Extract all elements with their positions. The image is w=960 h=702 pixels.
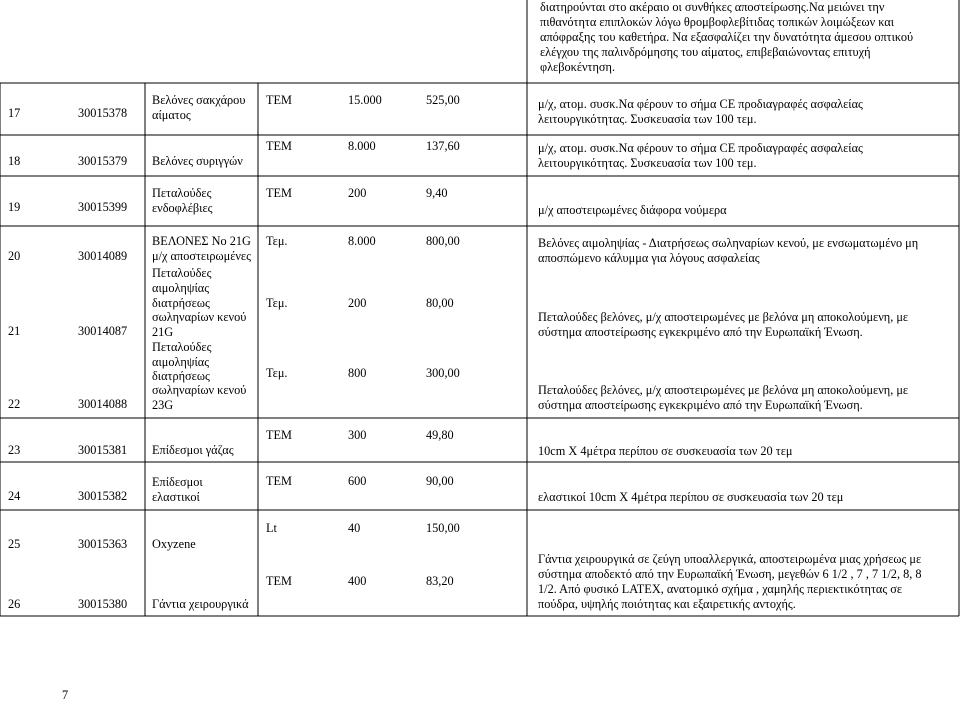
row-21-number: 21 [8,324,21,338]
row-20-quantity: 8.000 [348,234,376,248]
row-22-spec-line-2: σύστημα αποστείρωσης εγκεκριμένο από την Ευρωπαϊκή Ένωση. [538,398,863,412]
row-24-value: 90,00 [426,474,454,488]
row-19-spec-line-1: μ/χ αποστειρωμένες διάφορα νούμερα [538,203,727,217]
row-23-name-line-1: Επίδεσμοι γάζας [152,443,234,457]
row-17-number: 17 [8,106,21,120]
row-17-spec-line-1: μ/χ, ατομ. συσκ.Να φέρουν το σήμα CE προδιαγραφές ασφαλείας [538,97,863,111]
row-19-number: 19 [8,200,21,214]
row-20-unit: Τεμ. [266,234,288,248]
row-23-code: 30015381 [78,443,128,457]
row-24-code: 30015382 [78,489,128,503]
row-17-code: 30015378 [78,106,128,120]
row-19-value: 9,40 [426,186,448,200]
row-23-unit: ΤΕΜ [266,428,292,442]
row-18-number: 18 [8,154,21,168]
row-26-spec-line-1: Γάντια χειρουργικά σε ζεύγη υποαλλεργικά, αποστειρωμένα μιας χρήσεως με [538,552,922,566]
row-26-spec-line-4: πούδρα, υψηλής ποιότητας και εξαιρετικής αντοχής. [538,597,796,611]
row-20-spec-line-1: Βελόνες αιμοληψίας - Διατρήσεως σωληναρίων κενού, με ενσωματωμένο μη [538,236,919,250]
row-26-quantity: 400 [348,574,367,588]
row-26-value: 83,20 [426,574,454,588]
row-22-name-line-4: σωληναρίων κενού [152,383,247,397]
row-18-code: 30015379 [78,154,128,168]
top-note-line-1: διατηρούνται στο ακέραιο οι συνθήκες αποστείρωσης.Να μειώνει την [540,0,885,14]
row-26-name-line-1: Γάντια χειρουργικά [152,597,249,611]
row-17-unit: ΤΕΜ [266,93,292,107]
row-23-number: 23 [8,443,21,457]
row-24-number: 24 [8,489,21,503]
row-26-spec-line-3: 1/2. Από φυσικό LATEX, ανατομικό σχήμα , χαμηλής περιεκτικότητας σε [538,582,903,596]
row-25-name-line-1: Oxyzene [152,537,196,551]
row-22-number: 22 [8,397,21,411]
row-21-quantity: 200 [348,296,367,310]
row-19-name-line-2: ενδοφλέβιες [152,201,213,215]
top-note-line-4: ελέγχου της παλινδρόμησης του αίματος, επιβεβαιώνοντας επιτυχή [540,45,871,59]
row-20-value: 800,00 [426,234,460,248]
row-21-name-line-4: σωληναρίων κενού [152,310,247,324]
row-24-unit: ΤΕΜ [266,474,292,488]
row-20-spec-line-2: αποσπώμενο κάλυμμα για λόγους ασφαλείας [538,251,760,265]
row-24-spec-line-1: ελαστικοί 10cm X 4μέτρα περίπου σε συσκευασία των 20 τεμ [538,490,844,504]
row-17-value: 525,00 [426,93,460,107]
row-22-value: 300,00 [426,366,460,380]
row-19-name-line-1: Πεταλούδες [152,186,212,200]
row-20-name-line-2: μ/χ αποστειρωμένες [152,249,251,263]
row-24-quantity: 600 [348,474,367,488]
row-25-value: 150,00 [426,521,460,535]
row-21-name-line-5: 21G [152,325,174,339]
row-17-spec-line-2: λειτουργικότητας. Συσκευασία των 100 τεμ. [538,112,757,126]
row-23-spec-line-1: 10cm X 4μέτρα περίπου σε συσκευασία των 20 τεμ [538,444,793,458]
row-21-spec-line-2: σύστημα αποστείρωσης εγκεκριμένο από την Ευρωπαϊκή Ένωση. [538,325,863,339]
row-26-unit: ΤΕΜ [266,574,292,588]
row-21-spec-line-1: Πεταλούδες βελόνες, μ/χ αποστειρωμένες με βελόνα μη αποκολούμενη, με [538,310,909,324]
row-20-code: 30014089 [78,249,128,263]
top-note-line-3: απόφραξης του καθετήρα. Να εξασφαλίζει την δυνατότητα άμεσου οπτικού [540,30,914,44]
row-22-name-line-5: 23G [152,398,174,412]
row-24-name-line-1: Επίδεσμοι [152,475,203,489]
row-17-name-line-2: αίματος [152,108,191,122]
row-22-unit: Τεμ. [266,366,288,380]
row-17-quantity: 15.000 [348,93,382,107]
row-18-quantity: 8.000 [348,139,376,153]
row-17-name-line-1: Βελόνες σακχάρου [152,93,246,107]
page-number: 7 [62,688,69,702]
row-26-code: 30015380 [78,597,128,611]
row-25-unit: Lt [266,521,277,535]
row-19-quantity: 200 [348,186,367,200]
row-25-quantity: 40 [348,521,361,535]
row-21-name-line-2: αιμοληψίας [152,281,210,295]
row-26-number: 26 [8,597,21,611]
row-18-name-line-1: Βελόνες συριγγών [152,154,243,168]
row-21-name-line-1: Πεταλούδες [152,266,212,280]
row-25-code: 30015363 [78,537,128,551]
row-19-code: 30015399 [78,200,128,214]
row-18-unit: ΤΕΜ [266,139,292,153]
row-22-spec-line-1: Πεταλούδες βελόνες, μ/χ αποστειρωμένες με βελόνα μη αποκολούμενη, με [538,383,909,397]
row-23-value: 49,80 [426,428,454,442]
row-18-value: 137,60 [426,139,460,153]
row-24-name-line-2: ελαστικοί [152,490,200,504]
row-21-value: 80,00 [426,296,454,310]
row-22-name-line-2: αιμοληψίας [152,355,210,369]
row-22-name-line-3: διατρήσεως [152,369,210,383]
row-20-name-line-1: ΒΕΛΟΝΕΣ Νο 21G [152,234,251,248]
row-18-spec-line-2: λειτουργικότητας. Συσκευασία των 100 τεμ. [538,156,757,170]
top-note-line-5: φλεβοκέντηση. [540,60,616,74]
row-21-code: 30014087 [78,324,128,338]
row-18-spec-line-1: μ/χ, ατομ. συσκ.Να φέρουν το σήμα CE προδιαγραφές ασφαλείας [538,141,863,155]
row-22-code: 30014088 [78,397,128,411]
row-21-name-line-3: διατρήσεως [152,296,210,310]
row-19-unit: ΤΕΜ [266,186,292,200]
row-26-spec-line-2: σύστημα αποδεκτό από την Ευρωπαϊκή Ένωση, μεγεθών 6 1/2 , 7 , 7 1/2, 8, 8 [538,567,922,581]
top-note-line-2: πιθανότητα επιπλοκών λόγω θρομβοφλεβίτιδας τοπικών λοιμώξεων και [540,15,895,29]
row-22-name-line-1: Πεταλούδες [152,340,212,354]
row-20-number: 20 [8,249,21,263]
row-23-quantity: 300 [348,428,367,442]
row-21-unit: Τεμ. [266,296,288,310]
row-25-number: 25 [8,537,21,551]
row-22-quantity: 800 [348,366,367,380]
